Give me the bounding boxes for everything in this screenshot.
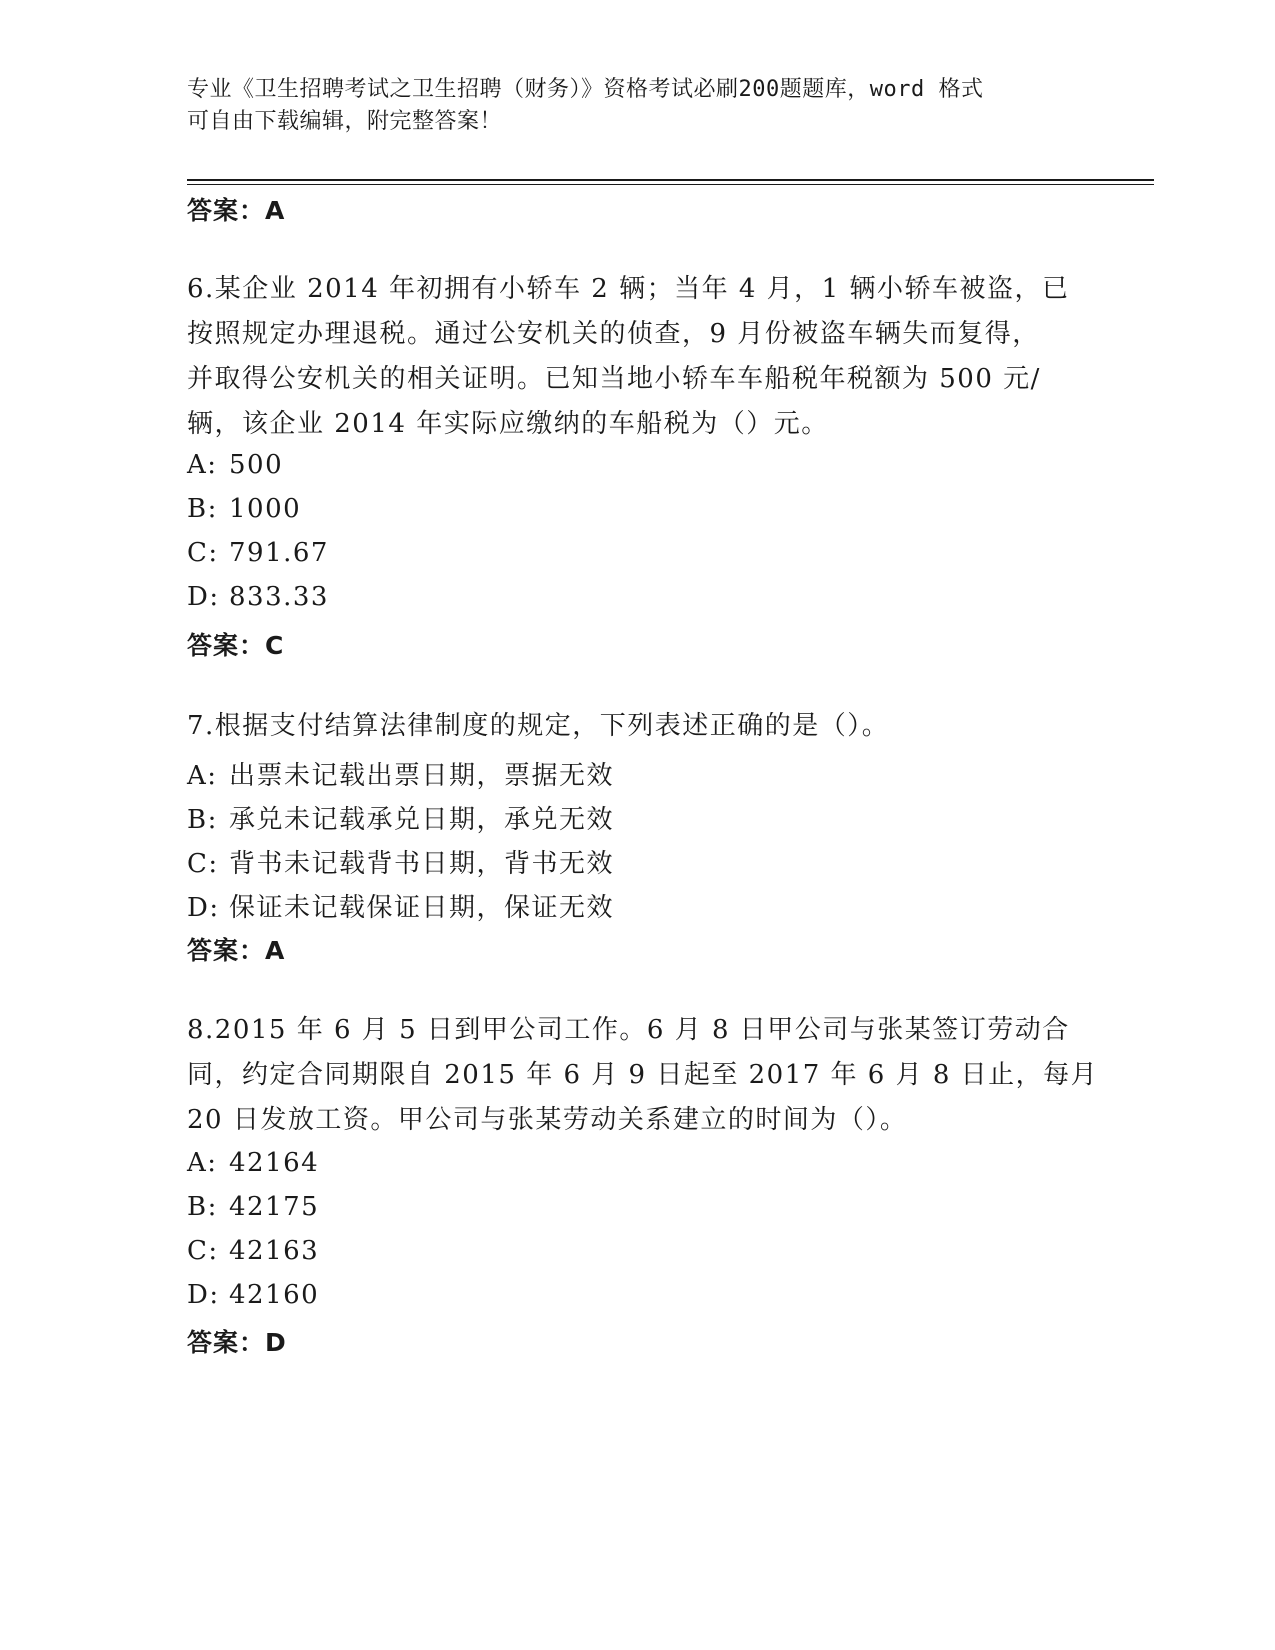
header-line-1: 专业《卫生招聘考试之卫生招聘（财务）》资格考试必刷200题题库，word 格式 bbox=[187, 77, 984, 102]
question-6-option-d bbox=[187, 582, 329, 612]
header-rule-thick bbox=[187, 179, 1154, 181]
option-label: B: bbox=[187, 494, 218, 524]
option-label: D: bbox=[187, 1280, 220, 1310]
option-text: 42163 bbox=[229, 1236, 320, 1266]
question-6-option-a bbox=[187, 450, 283, 480]
option-text: 42160 bbox=[229, 1280, 320, 1310]
question-7-option-c bbox=[187, 843, 614, 880]
question-6-option-b bbox=[187, 494, 301, 524]
option-label: D: bbox=[187, 582, 220, 612]
question-7-option-d bbox=[187, 887, 614, 924]
option-text: 791.67 bbox=[229, 538, 329, 568]
question-7-option-a bbox=[187, 755, 614, 792]
question-8-line: 20 日发放工资。甲公司与张某劳动关系建立的时间为（）。 bbox=[187, 1105, 908, 1135]
question-8-line: 同，约定合同期限自 2015 年 6 月 9 日起至 2017 年 6 月 8 日止，每月 bbox=[187, 1060, 1099, 1090]
question-8-option-c bbox=[187, 1236, 319, 1266]
option-label: A: bbox=[187, 1148, 218, 1178]
question-6-text bbox=[187, 267, 1069, 447]
option-label: C: bbox=[187, 538, 219, 568]
answer-q5: 答案：A bbox=[187, 196, 286, 225]
answer-q7: 答案：A bbox=[187, 936, 286, 965]
option-text: 1000 bbox=[229, 494, 302, 524]
option-label: C: bbox=[187, 1236, 219, 1266]
question-8-option-d bbox=[187, 1280, 319, 1310]
question-8-text bbox=[187, 1008, 1098, 1143]
document-header bbox=[187, 74, 1067, 138]
option-label: B: bbox=[187, 805, 218, 835]
question-8-option-b bbox=[187, 1192, 319, 1222]
answer-q6: 答案：C bbox=[187, 631, 285, 660]
question-6-line: 并取得公安机关的相关证明。已知当地小轿车车船税年税额为 500 元/ bbox=[187, 364, 1041, 394]
option-label: D: bbox=[187, 893, 220, 923]
header-rule-thin bbox=[187, 184, 1154, 185]
option-label: B: bbox=[187, 1192, 218, 1222]
option-text: 出票未记载出票日期，票据无效 bbox=[229, 761, 615, 791]
option-text: 500 bbox=[229, 450, 284, 480]
question-6-line: 辆，该企业 2014 年实际应缴纳的车船税为（）元。 bbox=[187, 409, 829, 439]
option-label: C: bbox=[187, 849, 219, 879]
question-6-line: 按照规定办理退税。通过公安机关的侦查，9 月份被盗车辆失而复得， bbox=[187, 319, 1040, 349]
option-text: 42164 bbox=[229, 1148, 320, 1178]
option-label: A: bbox=[187, 761, 218, 791]
question-8-option-a bbox=[187, 1148, 319, 1178]
question-7-option-b bbox=[187, 799, 614, 836]
option-text: 保证未记载保证日期，保证无效 bbox=[229, 893, 615, 923]
question-7-line: 7.根据支付结算法律制度的规定，下列表述正确的是（）。 bbox=[187, 711, 890, 741]
question-6-line: 6.某企业 2014 年初拥有小轿车 2 辆；当年 4 月，1 辆小轿车被盗，已 bbox=[187, 274, 1070, 304]
option-label: A: bbox=[187, 450, 218, 480]
option-text: 42175 bbox=[229, 1192, 320, 1222]
header-line-2: 可自由下载编辑，附完整答案！ bbox=[187, 109, 503, 134]
answer-q8: 答案：D bbox=[187, 1328, 287, 1357]
option-text: 承兑未记载承兑日期，承兑无效 bbox=[229, 805, 615, 835]
question-7-text bbox=[187, 704, 889, 749]
option-text: 833.33 bbox=[229, 582, 329, 612]
question-8-line: 8.2015 年 6 月 5 日到甲公司工作。6 月 8 日甲公司与张某签订劳动合 bbox=[187, 1015, 1070, 1045]
option-text: 背书未记载背书日期，背书无效 bbox=[229, 849, 615, 879]
question-6-option-c bbox=[187, 538, 329, 568]
